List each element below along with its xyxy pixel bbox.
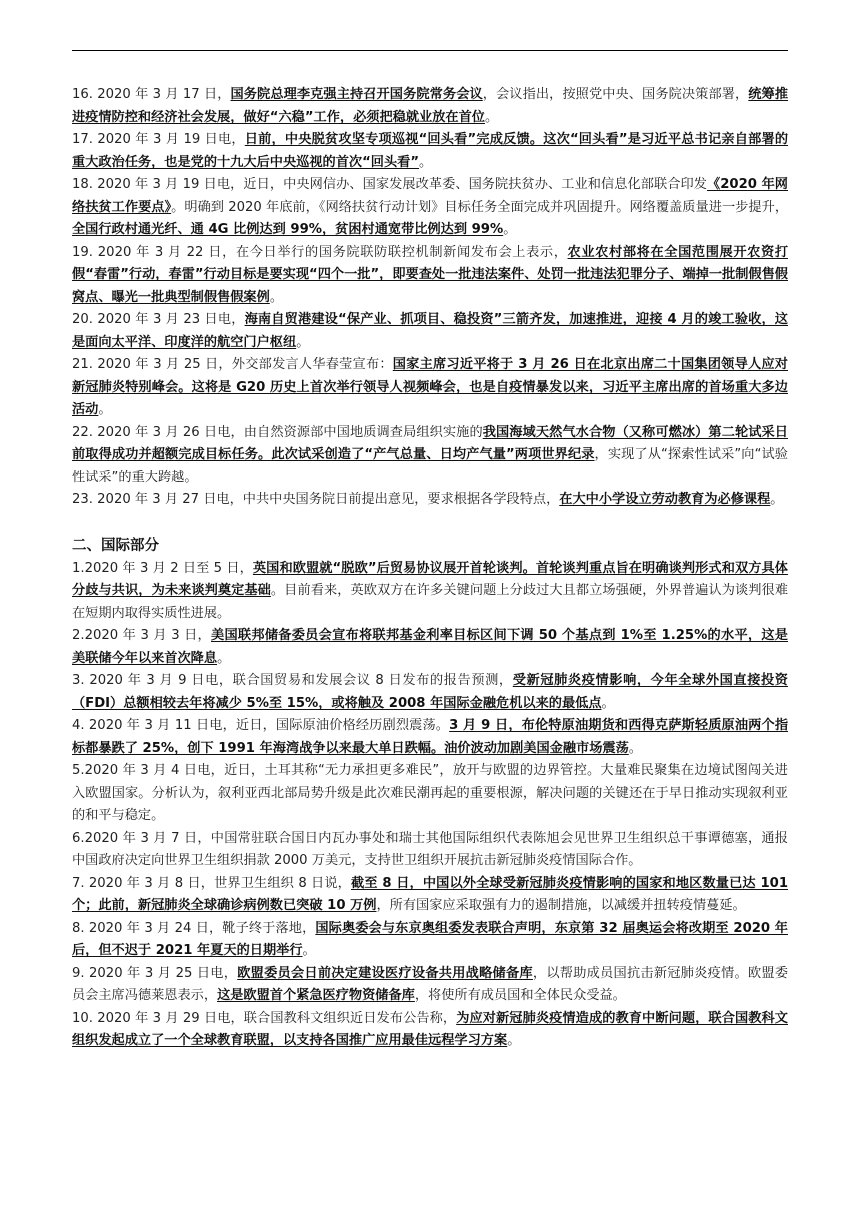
body-text: 21. 2020 年 3 月 25 日，外交部发言人华春莹宣布： (72, 357, 393, 372)
highlighted-text: 为应对新冠肺炎疫情造成的教育中断问题，联合国教科文组织发起成立了一个全球教育联盟，以支持各国推广应用最佳远程学习方案 (72, 1010, 788, 1048)
highlighted-text: 日前，中央脱贫攻坚专项巡视“回头看”完成反馈。这次“回头看”是习近平总书记亲自部署的重大政治任务，也是党的十九大后中央巡视的首次“回头看” (72, 132, 789, 170)
body-text: 6.2020 年 3 月 7 日，中国常驻联合国日内瓦办事处和瑞士其他国际组织代表陈旭会见世界卫生组织总干事谭德塞，通报中国政府决定向世界卫生组织捐款 2000 万美元，支持世卫组织开展抗击新冠肺炎疫情国际合作。 (72, 830, 788, 868)
body-text: ，所有国家应采取强有力的遏制措施，以减缓并扭转疫情蔓延。 (376, 898, 746, 913)
body-text: 16. 2020 年 3 月 17 日， (72, 87, 231, 102)
news-item-d18 (72, 174, 788, 242)
section-gap (72, 512, 788, 534)
highlighted-text: 国际奥委会与东京奥组委发表联合声明，东京第 32 届奥运会将改期至 2020 年后，但不迟于 2021 年夏天的日期举行 (72, 920, 788, 958)
highlighted-text: 这是欧盟首个紧急医疗物资储备库 (217, 988, 415, 1003)
highlighted-text: 英国和欧盟就“脱欧”后贸易协议展开首轮谈判。首轮谈判重点旨在明确谈判形式和双方具体分歧与共识，为未来谈判奠定基础 (72, 560, 788, 598)
body-text: 。 (503, 222, 517, 237)
highlighted-text: 3 月 9 日，布伦特原油期货和西得克萨斯轻质原油两个指标都暴跌了 25%，创下 1991 年海湾战争以来最大单日跌幅。油价波动加剧美国金融市场震荡 (72, 718, 789, 756)
body-text: 。目前看来，英欧双方在许多关键问题上分歧过大且都立场强硬，外界普遍认为谈判很难在短期内取得实质性进展。 (72, 583, 789, 621)
news-item-d21 (72, 354, 788, 422)
news-item-i4 (72, 715, 788, 760)
news-item-d22 (72, 422, 788, 490)
highlighted-text: 受新冠肺炎疫情影响，今年全球外国直接投资（FDI）总额相较去年将减少 5%至 15%，或将触及 2008 年国际金融危机以来的最低点 (72, 673, 788, 711)
highlighted-text: 美国联邦储备委员会宣布将联邦基金利率目标区间下调 50 个基点到 1%至 1.25%的水平，这是美联储今年以来首次降息 (72, 628, 788, 666)
body-text: 。 (770, 492, 784, 507)
highlighted-text: 全国行政村通光纤、通 4G 比例达到 99%，贫困村通宽带比例达到 99% (72, 222, 504, 237)
document-body (72, 84, 788, 1053)
news-item-d20 (72, 309, 788, 354)
domestic-news-list (72, 84, 788, 512)
body-text: 8. 2020 年 3 月 24 日，靴子终于落地， (72, 920, 316, 936)
body-text: 4. 2020 年 3 月 11 日电，近日，国际原油价格经历剧烈震荡。 (72, 718, 450, 733)
body-text: 18. 2020 年 3 月 19 日电，近日，中央网信办、国家发展改革委、国务院扶贫办、工业和信息化部联合印发 (72, 177, 707, 192)
highlighted-text: 统筹推进疫情防控和经济社会发展，做好“六稳”工作，必须把稳就业放在首位 (72, 87, 789, 125)
news-item-d16 (72, 84, 788, 129)
body-text: 。 (601, 695, 615, 711)
news-item-i3 (72, 670, 788, 715)
international-news-list (72, 558, 788, 1053)
news-item-i1 (72, 558, 788, 626)
highlighted-text: 国务院总理李克强主持召开国务院常务会议 (230, 87, 483, 102)
news-item-i2 (72, 625, 788, 670)
news-item-i5 (72, 760, 788, 828)
highlighted-text: 欧盟委员会日前决定建设医疗设备共用战略储备库 (237, 965, 533, 981)
news-item-i8 (72, 918, 788, 963)
highlighted-text: 海南自贸港建设“保产业、抓项目、稳投资”三箭齐发，加速推进，迎接 4 月的竣工验收，这是面向太平洋、印度洋的航空门户枢纽 (72, 312, 788, 350)
section-title-international: 二、国际部分 (72, 537, 159, 554)
body-text: 。 (507, 1033, 521, 1048)
highlighted-text: 我国海域天然气水合物（又称可燃冰）第二轮试采日前取得成功并超额完成目标任务。此次试采创造了“产气总量、日均产气量”两项世界纪录 (72, 424, 788, 462)
body-text: ，实现了从“探索性试采”向“试验性试采”的重大跨越。 (72, 447, 788, 485)
body-text: 22. 2020 年 3 月 26 日电，由自然资源部中国地质调查局组织实施的 (72, 424, 483, 440)
body-text: 。 (628, 740, 642, 756)
highlighted-text: 国家主席习近平将于 3 月 26 日在北京出席二十国集团领导人应对新冠肺炎特别峰会。这将是 G20 历史上首次举行领导人视频峰会，也是自疫情暴发以来，习近平主席出席的首场重大多边活动 (72, 357, 788, 417)
highlighted-text: 农业农村部将在全国范围展开农资打假“春雷”行动，春雷”行动目标是要实现“四个一批”，即要查处一批违法案件、处罚一批违法犯罪分子、端掉一批制假售假窝点、曝光一批典型制假售假案例 (72, 244, 789, 305)
body-text: 23. 2020 年 3 月 27 日电，中共中央国务院日前提出意见，要求根据各学段特点， (72, 492, 560, 507)
header-rule (72, 50, 788, 51)
body-text: 。 (98, 402, 112, 417)
body-text: ，以帮助成员国抗击新冠肺炎疫情。欧盟委员会主席冯德莱恩表示， (72, 965, 789, 1003)
highlighted-text: 在大中小学设立劳动教育为必修课程 (559, 492, 771, 507)
news-item-i10 (72, 1008, 788, 1053)
body-text: 。 (484, 109, 499, 125)
body-text: 10. 2020 年 3 月 29 日电，联合国教科文组织近日发布公告称， (72, 1010, 457, 1026)
news-item-i9 (72, 963, 788, 1008)
body-text: ，会议指出，按照党中央、国务院决策部署， (482, 87, 749, 102)
news-item-i7 (72, 873, 788, 918)
news-item-d23 (72, 489, 788, 512)
body-text: 3. 2020 年 3 月 9 日电，联合国贸易和发展会议 8 日发布的报告预测， (72, 673, 513, 688)
body-text: 。明确到 2020 年底前，《网络扶贫行动计划》目标任务全面完成并巩固提升。网络覆盖质量进一步提升， (171, 199, 789, 215)
body-text: 。 (269, 289, 283, 305)
body-text: 5.2020 年 3 月 4 日电，近日，土耳其称“无力承担更多难民”，放开与欧盟的边界管控。大量难民聚集在边境试图闯关进入欧盟国家。分析认为，叙利亚西北部局势升级是此次难民潮再起的重要根源，解决问题的关键还在于早日推动实现叙利亚的和平与稳定。 (72, 763, 788, 823)
news-item-d19 (72, 242, 788, 310)
body-text: 。 (419, 154, 433, 170)
body-text: 7. 2020 年 3 月 8 日，世界卫生组织 8 日说， (72, 875, 351, 891)
news-item-i6 (72, 828, 788, 873)
body-text: 。 (296, 334, 310, 350)
body-text: 9. 2020 年 3 月 25 日电， (72, 965, 238, 981)
highlighted-text: 截至 8 日，中国以外全球受新冠肺炎疫情影响的国家和地区数量已达 101 个；此前，新冠肺炎全球确诊病例数已突破 10 万例 (72, 875, 788, 913)
body-text: 20. 2020 年 3 月 23 日电， (72, 312, 245, 327)
body-text: 。 (217, 650, 231, 666)
body-text: 2.2020 年 3 月 3 日， (72, 628, 212, 643)
body-text: 1.2020 年 3 月 2 日至 5 日， (72, 560, 253, 576)
highlighted-text: 《2020 年网络扶贫工作要点》 (72, 177, 788, 215)
body-text: 。 (302, 943, 316, 958)
news-item-d17 (72, 129, 788, 174)
body-text: ，将使所有成员国和全体民众受益。 (414, 988, 626, 1003)
body-text: 17. 2020 年 3 月 19 日电， (72, 132, 245, 147)
body-text: 19. 2020 年 3 月 22 日，在今日举行的国务院联防联控机制新闻发布会上表示， (72, 244, 568, 260)
